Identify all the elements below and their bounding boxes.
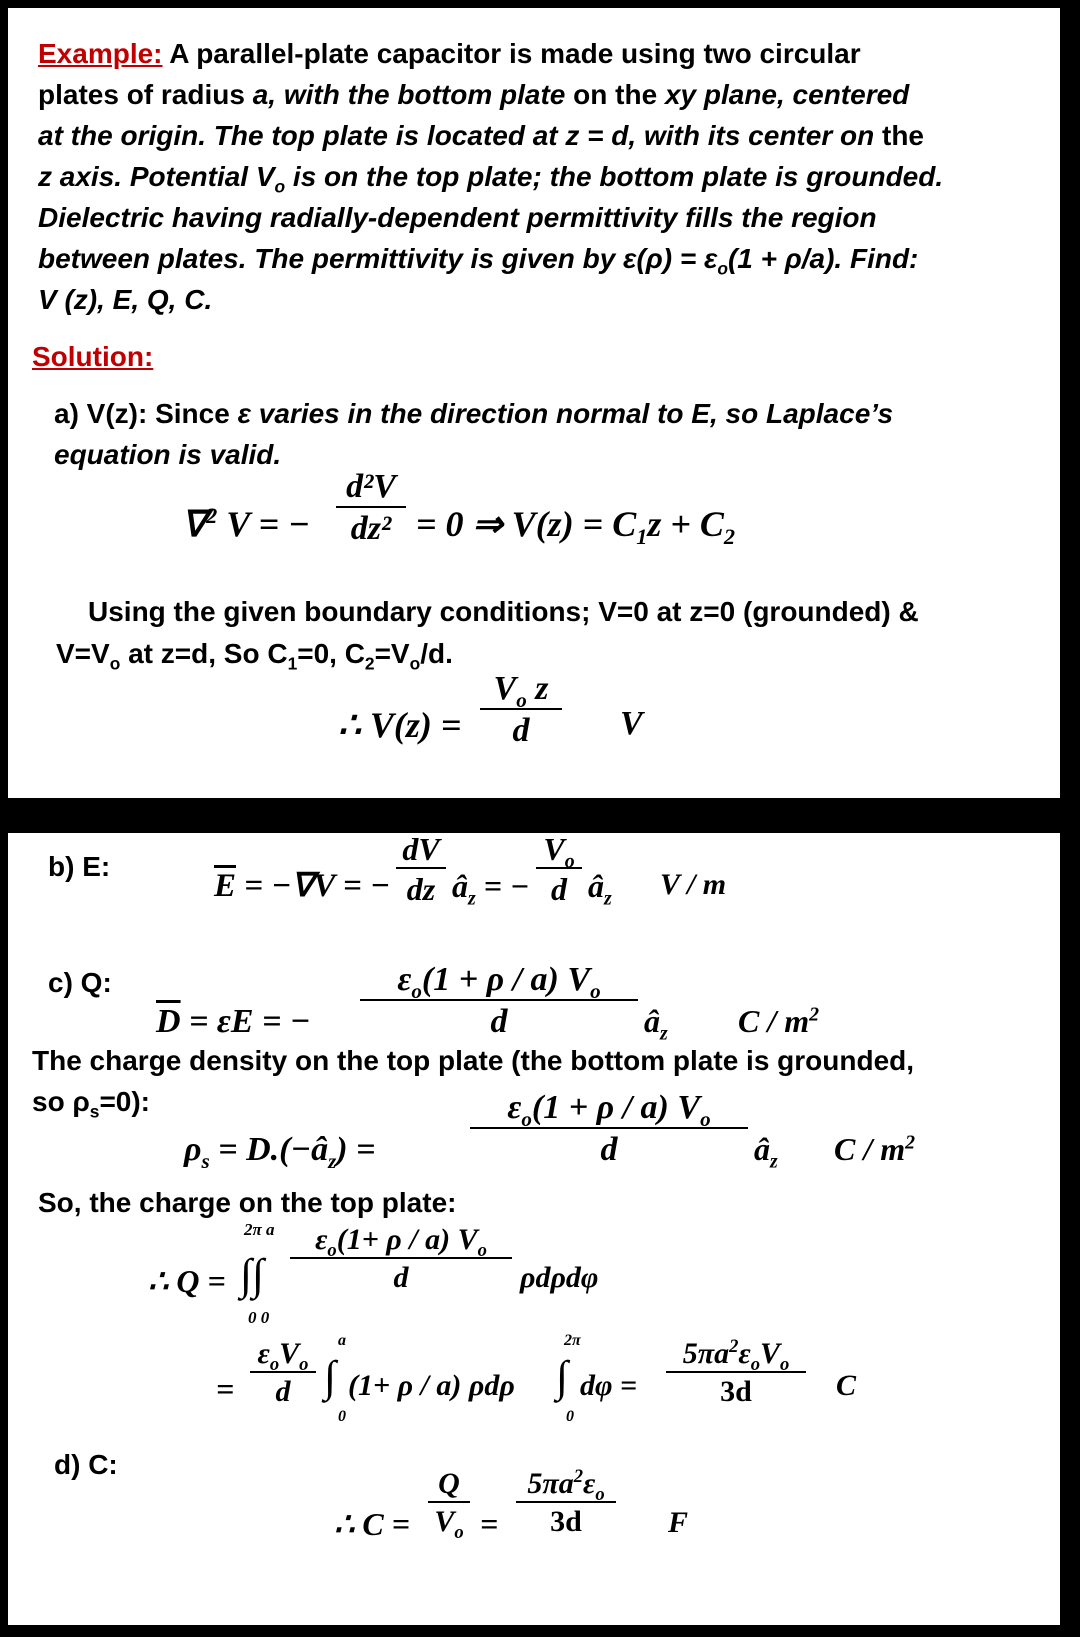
numerator xyxy=(536,831,582,873)
denominator: d xyxy=(551,871,567,907)
vz-lhs: ∴ V(z) = xyxy=(338,705,462,745)
part-a-text: ε varies in the direction normal to E, so Laplace’s xyxy=(237,398,894,429)
problem-text: z axis. Potential V xyxy=(38,161,275,192)
math-text: V xyxy=(759,1337,780,1370)
problem-line-6 xyxy=(38,243,919,279)
int1-lower: 0 xyxy=(338,1408,346,1425)
subscript: z xyxy=(468,887,476,910)
math-text: V xyxy=(434,1505,455,1538)
problem-text: between plates. The permittivity is given by ε(ρ) = ε xyxy=(38,243,718,274)
rho-fraction xyxy=(470,1091,748,1167)
problem-text: A parallel-plate capacitor is made using two circular xyxy=(162,38,861,69)
subscript: o xyxy=(750,1354,760,1375)
numerator xyxy=(516,1466,616,1505)
subscript: o xyxy=(411,978,422,1003)
math-text: ε xyxy=(738,1337,751,1370)
math-text: = 0 ⇒ V(z) = C xyxy=(416,504,637,544)
problem-text: is on the top plate; the bottom plate is grounded. xyxy=(285,161,944,192)
subscript: o xyxy=(717,258,728,279)
part-a-text: a) V(z): Since xyxy=(54,398,238,429)
math-text: ε xyxy=(583,1467,596,1500)
subscript: o xyxy=(780,1354,790,1375)
problem-text: on the xyxy=(565,79,665,110)
e-fraction-2 xyxy=(536,833,582,905)
integral-2: ∫ xyxy=(556,1352,569,1401)
math-text: V = − xyxy=(217,504,310,544)
problem-line-7: V (z), E, Q, C. xyxy=(38,284,213,315)
math-text: = D.(−â xyxy=(209,1131,329,1168)
superscript: 2 xyxy=(206,503,218,528)
numerator xyxy=(250,1337,316,1375)
math-text: ε xyxy=(257,1337,270,1370)
problem-text: at the origin. The top plate is located at z = d, with its center on xyxy=(38,120,875,151)
math-text: V xyxy=(493,670,517,707)
bc-line-1: Using the given boundary conditions; V=0 at z=0 (grounded) & xyxy=(88,596,919,627)
denominator: d xyxy=(275,1375,291,1408)
part-a-line-1 xyxy=(54,400,893,428)
bc-text: /d. xyxy=(420,638,453,669)
numerator: Q xyxy=(438,1467,460,1500)
problem-text: xy plane, centered xyxy=(664,79,910,110)
q-lower-limits: 0 0 xyxy=(248,1308,270,1327)
c-lhs: ∴ C = xyxy=(334,1506,410,1542)
math-text: â xyxy=(452,868,468,904)
q2-unit: C xyxy=(836,1369,857,1402)
subscript: o xyxy=(327,1240,337,1261)
math-text: 5πa xyxy=(527,1467,574,1500)
math-text: V xyxy=(279,1337,300,1370)
math-text: C / m xyxy=(738,1003,810,1039)
q2-eq: = xyxy=(216,1371,235,1407)
subscript: o xyxy=(477,1240,487,1261)
numerator xyxy=(666,1336,806,1375)
subscript: o xyxy=(454,1522,464,1543)
density-text: =0): xyxy=(99,1086,151,1117)
superscript: 2 xyxy=(809,1003,820,1026)
math-text: ρ xyxy=(184,1131,202,1168)
part-a-line-2: equation is valid. xyxy=(54,439,282,470)
numerator: d²V xyxy=(346,468,396,505)
math-text: (1+ ρ / a) V xyxy=(336,1223,478,1256)
part-c-label: c) Q: xyxy=(48,967,112,998)
subscript: 2 xyxy=(723,524,736,550)
e-unit-vector-2 xyxy=(588,868,612,910)
denominator: d xyxy=(600,1131,618,1168)
int2-upper: 2π xyxy=(564,1332,581,1349)
part-d-label: d) C: xyxy=(54,1449,118,1480)
math-text: ε xyxy=(397,961,412,998)
e-lhs xyxy=(214,870,390,903)
q2-tail: dφ = xyxy=(580,1369,638,1402)
numerator xyxy=(290,1223,512,1261)
denominator: dz² xyxy=(350,510,392,547)
charge-line: So, the charge on the top plate: xyxy=(38,1187,457,1218)
math-text: $\overline{D}$ xyxy=(156,1003,181,1040)
superscript: 2 xyxy=(905,1131,916,1154)
q2-fraction-2 xyxy=(666,1336,806,1408)
e-unit-vector-1 xyxy=(452,868,530,910)
subscript: z xyxy=(660,1022,668,1045)
subscript: o xyxy=(299,1354,309,1375)
problem-line-5: Dielectric having radially-dependent permittivity fills the region xyxy=(38,202,877,233)
c-eq: = xyxy=(480,1506,499,1542)
subscript: o xyxy=(274,176,286,197)
numerator xyxy=(470,1089,748,1131)
subscript: 2 xyxy=(364,653,375,674)
superscript: 2 xyxy=(729,1336,739,1357)
problem-text: plates of radius xyxy=(38,79,253,110)
math-text: ε xyxy=(315,1223,328,1256)
math-text: ) = xyxy=(336,1131,376,1168)
bc-line-2 xyxy=(56,638,453,674)
math-text: = − xyxy=(253,1003,311,1040)
q-fraction xyxy=(290,1225,512,1293)
density-text: so ρ xyxy=(32,1086,90,1117)
math-text: ε xyxy=(507,1089,522,1126)
subscript: o xyxy=(700,1106,711,1131)
superscript: 2 xyxy=(573,1466,584,1487)
solution-label: Solution: xyxy=(32,341,154,372)
subscript: o xyxy=(516,687,527,712)
subscript: o xyxy=(269,1354,280,1375)
problem-line-3 xyxy=(38,122,924,150)
density-line-2 xyxy=(32,1086,151,1122)
denominator: d xyxy=(490,1003,508,1040)
problem-line-2 xyxy=(38,81,909,109)
denominator: d xyxy=(393,1261,409,1294)
part-b-label: b) E: xyxy=(48,851,111,882)
subscript: z xyxy=(604,887,612,910)
e-fraction-1 xyxy=(396,833,446,905)
problem-line-4 xyxy=(38,161,944,197)
math-text: $\overline{E}$ xyxy=(214,868,237,904)
denominator: 3d xyxy=(720,1375,752,1408)
denominator: d xyxy=(512,712,530,749)
problem-text: (1 + ρ/a). Find: xyxy=(727,243,919,274)
q2-fraction-1 xyxy=(250,1339,316,1407)
denominator xyxy=(428,1503,470,1543)
bc-text: =V xyxy=(374,638,410,669)
solution-panel xyxy=(8,833,1060,1625)
nabla: ∇ xyxy=(182,504,207,544)
subscript: s xyxy=(89,1101,100,1122)
d-lhs xyxy=(156,1005,311,1039)
density-line-1: The charge density on the top plate (the bottom plate is grounded, xyxy=(32,1045,915,1076)
rho-unit-vector xyxy=(754,1131,778,1173)
denominator: 3d xyxy=(550,1505,582,1538)
math-text: V xyxy=(543,831,565,867)
subscript: 1 xyxy=(287,653,298,674)
math-text: = −∇V = − xyxy=(236,868,391,904)
subscript: o xyxy=(109,653,121,674)
math-text: â xyxy=(588,868,604,904)
math-text: â xyxy=(754,1131,770,1167)
laplace-lhs xyxy=(182,503,310,544)
c-fraction-2 xyxy=(516,1466,616,1538)
problem-panel xyxy=(8,8,1060,798)
numerator xyxy=(360,961,638,1003)
q-lhs: ∴ Q = xyxy=(148,1263,226,1299)
subscript: o xyxy=(595,1484,605,1505)
denominator: dz xyxy=(406,871,436,907)
subscript: o xyxy=(564,850,575,873)
subscript: 1 xyxy=(636,524,648,550)
rho-lhs xyxy=(184,1131,376,1173)
problem-line-1 xyxy=(38,40,861,68)
vz-fraction xyxy=(480,672,562,748)
int2-lower: 0 xyxy=(566,1408,574,1425)
numerator: dV xyxy=(402,831,440,867)
example-label: Example: xyxy=(38,38,163,69)
d-unit-vector xyxy=(644,1003,668,1045)
math-text: z xyxy=(526,670,549,707)
laplace-fraction xyxy=(336,470,406,546)
math-text: = − xyxy=(475,868,530,904)
math-text: = εE xyxy=(180,1003,254,1040)
int1-upper: a xyxy=(338,1332,346,1349)
vz-unit: V xyxy=(620,705,643,742)
subscript: o xyxy=(590,978,601,1003)
math-text: C / m xyxy=(834,1131,906,1167)
bc-text: =0, C xyxy=(297,638,365,669)
problem-text: the xyxy=(874,120,924,151)
q-upper-limits: 2π a xyxy=(244,1220,275,1239)
c-unit: F xyxy=(668,1506,689,1539)
bc-text: at z=d, So C xyxy=(120,638,288,669)
math-text: (1 + ρ / a) V xyxy=(421,961,591,998)
q2-mid: (1+ ρ / a) ρdρ xyxy=(348,1369,515,1402)
d-fraction xyxy=(360,963,638,1039)
math-text: z + C xyxy=(647,504,724,544)
bc-text: V=V xyxy=(56,638,110,669)
numerator xyxy=(480,670,562,712)
subscript: s xyxy=(201,1148,210,1173)
subscript: z xyxy=(328,1148,337,1173)
double-integral: ∫∫ xyxy=(240,1250,265,1299)
laplace-rhs xyxy=(416,504,736,550)
subscript: o xyxy=(409,653,421,674)
math-text: (1 + ρ / a) V xyxy=(531,1089,701,1126)
integral-1: ∫ xyxy=(324,1352,337,1401)
q-tail: ρdρdφ xyxy=(520,1261,599,1294)
subscript: o xyxy=(521,1106,532,1131)
d-unit xyxy=(738,1005,819,1037)
subscript: z xyxy=(770,1150,778,1173)
math-text: â xyxy=(644,1003,660,1039)
e-unit: V / m xyxy=(660,868,727,901)
rho-unit xyxy=(834,1133,915,1165)
c-fraction-1 xyxy=(428,1467,470,1543)
math-text: 5πa xyxy=(682,1337,730,1370)
problem-text: a, with the bottom plate xyxy=(252,79,566,110)
